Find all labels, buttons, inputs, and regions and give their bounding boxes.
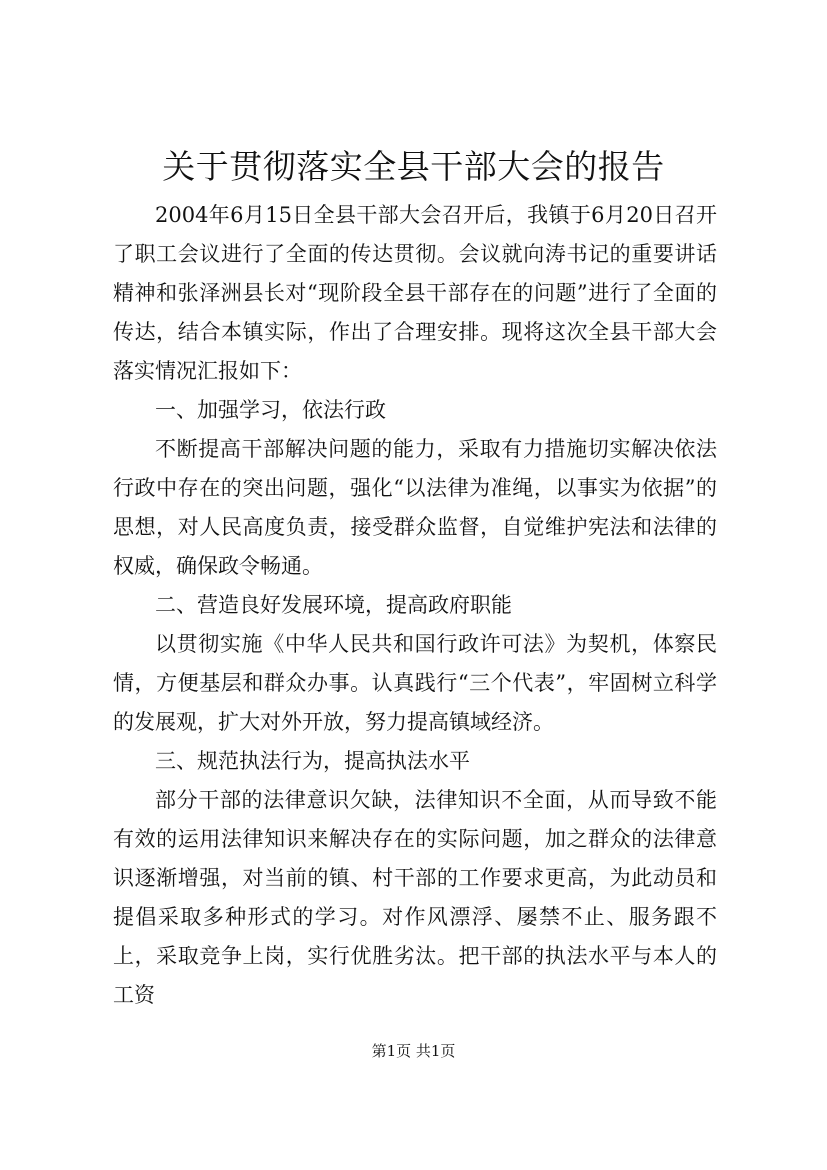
section-paragraph-1: 不断提高干部解决问题的能力，采取有力措施切实解决依法行政中存在的突出问题，强化“以法律为准绳，以事实为依据”的思想，对人民高度负责，接受群众监督，自觉维护宪法和法律的权威，确保政令畅通。 <box>113 437 717 578</box>
document-body <box>113 196 717 1015</box>
document-title: 关于贯彻落实全县干部大会的报告 <box>162 147 665 186</box>
intro-paragraph: 2004年6月15日全县干部大会召开后，我镇于6月20日召开了职工会议进行了全面的传达贯彻。会议就向涛书记的重要讲话精神和张泽洲县长对“现阶段全县干部存在的问题”进行了全面的传达，结合本镇实际，作出了合理安排。现将这次全县干部大会落实情况汇报如下： <box>113 203 717 383</box>
section-heading-2: 二、营造良好发展环境，提高政府职能 <box>155 593 512 617</box>
section-heading-3: 三、规范执法行为，提高执法水平 <box>155 749 470 773</box>
section-paragraph-2: 以贯彻实施《中华人民共和国行政许可法》为契机，体察民情，方便基层和群众办事。认真践行“三个代表”，牢固树立科学的发展观，扩大对外开放，努力提高镇域经济。 <box>113 632 717 734</box>
section-paragraph-3: 部分干部的法律意识欠缺，法律知识不全面，从而导致不能有效的运用法律知识来解决存在的实际问题，加之群众的法律意识逐渐增强，对当前的镇、村干部的工作要求更高，为此动员和提倡采取多种形式的学习。对作风漂浮、屡禁不止、服务跟不上，采取竞争上岗，实行优胜劣汰。把干部的执法水平与本人的工资 <box>113 788 717 1007</box>
page-footer: 第1页 共1页 <box>371 1042 456 1060</box>
section-heading-1: 一、加强学习，依法行政 <box>155 398 386 422</box>
